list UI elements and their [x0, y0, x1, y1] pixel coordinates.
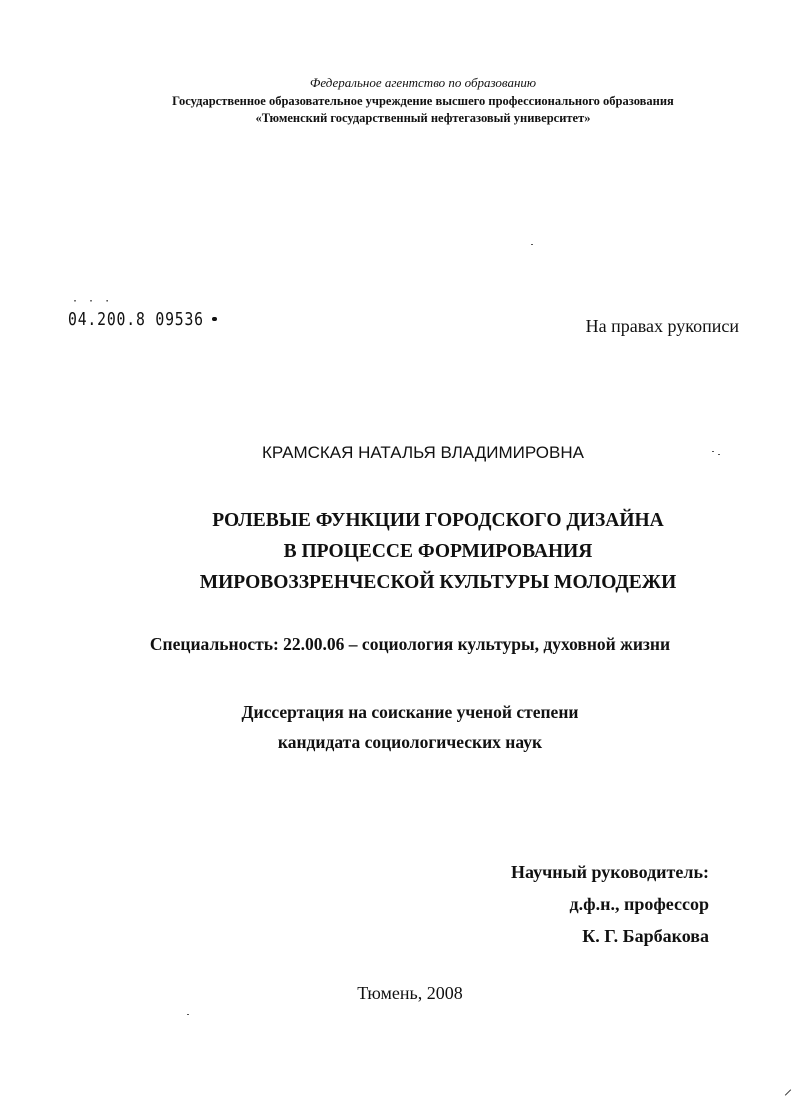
- agency-name: Федеральное агентство по образованию: [309, 75, 537, 90]
- title-line-3: МИРОВОЗЗРЕНЧЕСКОЙ КУЛЬТУРЫ МОЛОДЕЖИ: [199, 572, 677, 593]
- scan-speck: [718, 454, 720, 455]
- author-name: КРАМСКАЯ НАТАЛЬЯ ВЛАДИМИРОВНА: [262, 443, 584, 462]
- supervisor-name: К. Г. Барбакова: [582, 926, 709, 946]
- manuscript-rights: На правах рукописи: [585, 316, 739, 336]
- city-year: Тюмень, 2008: [357, 983, 463, 1003]
- scan-speck: [187, 1014, 189, 1015]
- institution-block: [0, 93, 794, 127]
- institution-line-2: «Тюменский государственный нефтегазовый университет»: [255, 111, 591, 125]
- specialty: Специальность: 22.00.06 – социология культуры, духовной жизни: [149, 634, 671, 654]
- scan-speck: [712, 451, 714, 452]
- scan-speck: [531, 244, 533, 245]
- supervisor-label: Научный руководитель:: [511, 862, 709, 882]
- dissertation-title: [0, 505, 794, 598]
- title-line-2: В ПРОЦЕССЕ ФОРМИРОВАНИЯ: [283, 541, 593, 562]
- corner-mark: [785, 1089, 791, 1095]
- registration-marks: · · ·: [72, 296, 113, 307]
- degree-line-2: кандидата социологических наук: [277, 732, 543, 752]
- title-line-1: РОЛЕВЫЕ ФУНКЦИИ ГОРОДСКОГО ДИЗАЙНА: [212, 510, 664, 531]
- degree-line-1: Диссертация на соискание ученой степени: [241, 702, 579, 722]
- registration-number: 04.200.8 09536: [68, 309, 204, 330]
- ink-mark: [212, 317, 217, 321]
- institution-line-1: Государственное образовательное учреждение высшего профессионального образования: [172, 94, 674, 108]
- supervisor-block: [511, 856, 709, 952]
- degree-statement: [0, 697, 794, 757]
- supervisor-degree: д.ф.н., профессор: [569, 894, 709, 914]
